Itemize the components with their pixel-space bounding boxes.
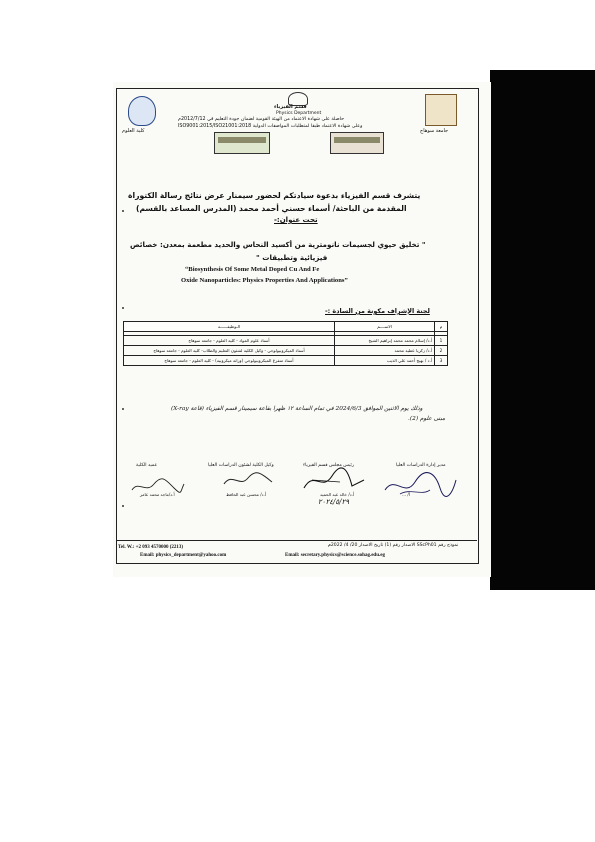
faculty-label: كلية العلوم [122, 128, 145, 134]
row-num: 2 [435, 346, 448, 356]
signature-name: أ.د/ماجد محمد عامر [140, 492, 175, 497]
row-num: 3 [435, 356, 448, 366]
footer-telephone: Tel. W.: +2 093 4570000 (2213) [118, 545, 184, 550]
scan-speck [122, 210, 124, 212]
col-job-header: الـوظيفــــــة [124, 322, 335, 332]
thesis-title-en-1: “Biosynthesis Of Some Metal Doped Cu And Fe [185, 266, 320, 273]
table-row [124, 346, 448, 356]
scan-black-border [490, 70, 595, 590]
signature-image [380, 470, 460, 500]
row-job: أستاذ متفرغ الميكروبيولوجي (وراثة ميكروبية) - كلية العلوم - جامعة سوهاج [124, 356, 335, 366]
row-job: أستاذ علوم المواد - كلية العلوم - جامعة سوهاج [124, 336, 335, 346]
dept-name-en: Physics Department [276, 111, 322, 116]
table-row [124, 356, 448, 366]
signature-title: عميد الكلية [136, 463, 158, 468]
accreditation-line-2: وعلى شهادة الاعتماد طبقا لمتطلبات المواصفات الدولية ISO9001:2015/ISO21001:2018 [178, 124, 363, 129]
footer-email-secondary: Email: secretary.physics@science.sohag.edu.eg [285, 553, 385, 558]
col-num-header: م [435, 322, 448, 332]
sohag-university-logo [128, 96, 156, 126]
footer-form-number: نموذج رقم SScPh01 الاصدار رقم (1) تاريخ الاصدار 20/ 4/ 2022م [328, 543, 459, 548]
signature-name: أ.د/ محسن عبد الحافظ [226, 492, 266, 497]
row-num: 1 [435, 336, 448, 346]
signature-image [220, 468, 280, 492]
seminar-details: وذلك يوم الاثنين الموافق 2024/6/3 في تمام الساعة ١٢ ظهرا بقاعة سيمينار قسم الفيزياء (قاعة X-ray) [171, 406, 423, 412]
accreditation-line-1: حاصلة على شهادة الاعتماد من الهيئة القومية لضمان جودة التعليم في 2012/7/12م [178, 117, 345, 122]
signature-title: وكيل الكلية لشئون الدراسات العليا [208, 463, 274, 468]
committee-table [123, 321, 448, 366]
table-row [124, 336, 448, 346]
row-name: أ.د/ زكريا عطية محمد [335, 346, 435, 356]
handwritten-date: ٢٠٢٤/٥/٢٩ [318, 498, 350, 506]
dept-name-ar: قسم الفيزياء [274, 104, 307, 110]
row-name: أ.د / بهيج أحمد علي الذيب [335, 356, 435, 366]
col-name-header: الاســــم [335, 322, 435, 332]
signature-name: أ.د/ خالد عبد الحميد [320, 492, 355, 497]
invitation-subtitle: تحت عنوان:- [274, 216, 318, 224]
thesis-title-ar-1: " تخليق حيوي لجسيمات نانومترية من أكسيد النحاس والحديد مطعمة بمعدن: خصائص [130, 240, 426, 249]
signature-name: أ/ ... [402, 492, 410, 497]
footer-email: Email: physics_department@yahoo.com [140, 553, 227, 558]
signature-title: مدير إدارة الدراسات العليا [396, 463, 446, 468]
row-job: أستاذ الميكروبيولوجي - وكيل الكلية لشئون التعليم والطلاب- كلية العلوم - جامعة سوهاج [124, 346, 335, 356]
thesis-title-en-2: Oxide Nanoparticles: Physics Properties And Applications” [181, 277, 348, 284]
row-name: أ.د/ إسلام محمد محمد إبراهيم الشيخ [335, 336, 435, 346]
invitation-line-1: يتشرف قسم الفيزياء بدعوة سيادتكم لحضور سيمنار عرض نتائج رسالة الكتوراة [128, 191, 421, 200]
seminar-venue: مبنى علوم (2). [408, 416, 446, 422]
invitation-line-2: المقدمة من الباحثة/ أسماء حسني أحمد محمد (المدرس المساعد بالقسم) [136, 204, 407, 213]
university-label: جامعة سوهاج [420, 128, 449, 134]
accreditation-badge [214, 132, 270, 154]
signature-title: رئيس مجلس قسم الفيزياء [303, 463, 355, 468]
faculty-of-science-logo [425, 94, 457, 126]
iso-certification-badge [330, 132, 384, 154]
committee-heading: لجنة الإشراف مكونة من السادة :- [325, 307, 430, 315]
thesis-title-ar-2: فيزيائية وتطبيقات " [256, 253, 328, 262]
scan-speck [122, 408, 124, 410]
table-header-row [124, 322, 448, 332]
scan-speck [122, 307, 124, 309]
scan-speck [122, 505, 124, 507]
